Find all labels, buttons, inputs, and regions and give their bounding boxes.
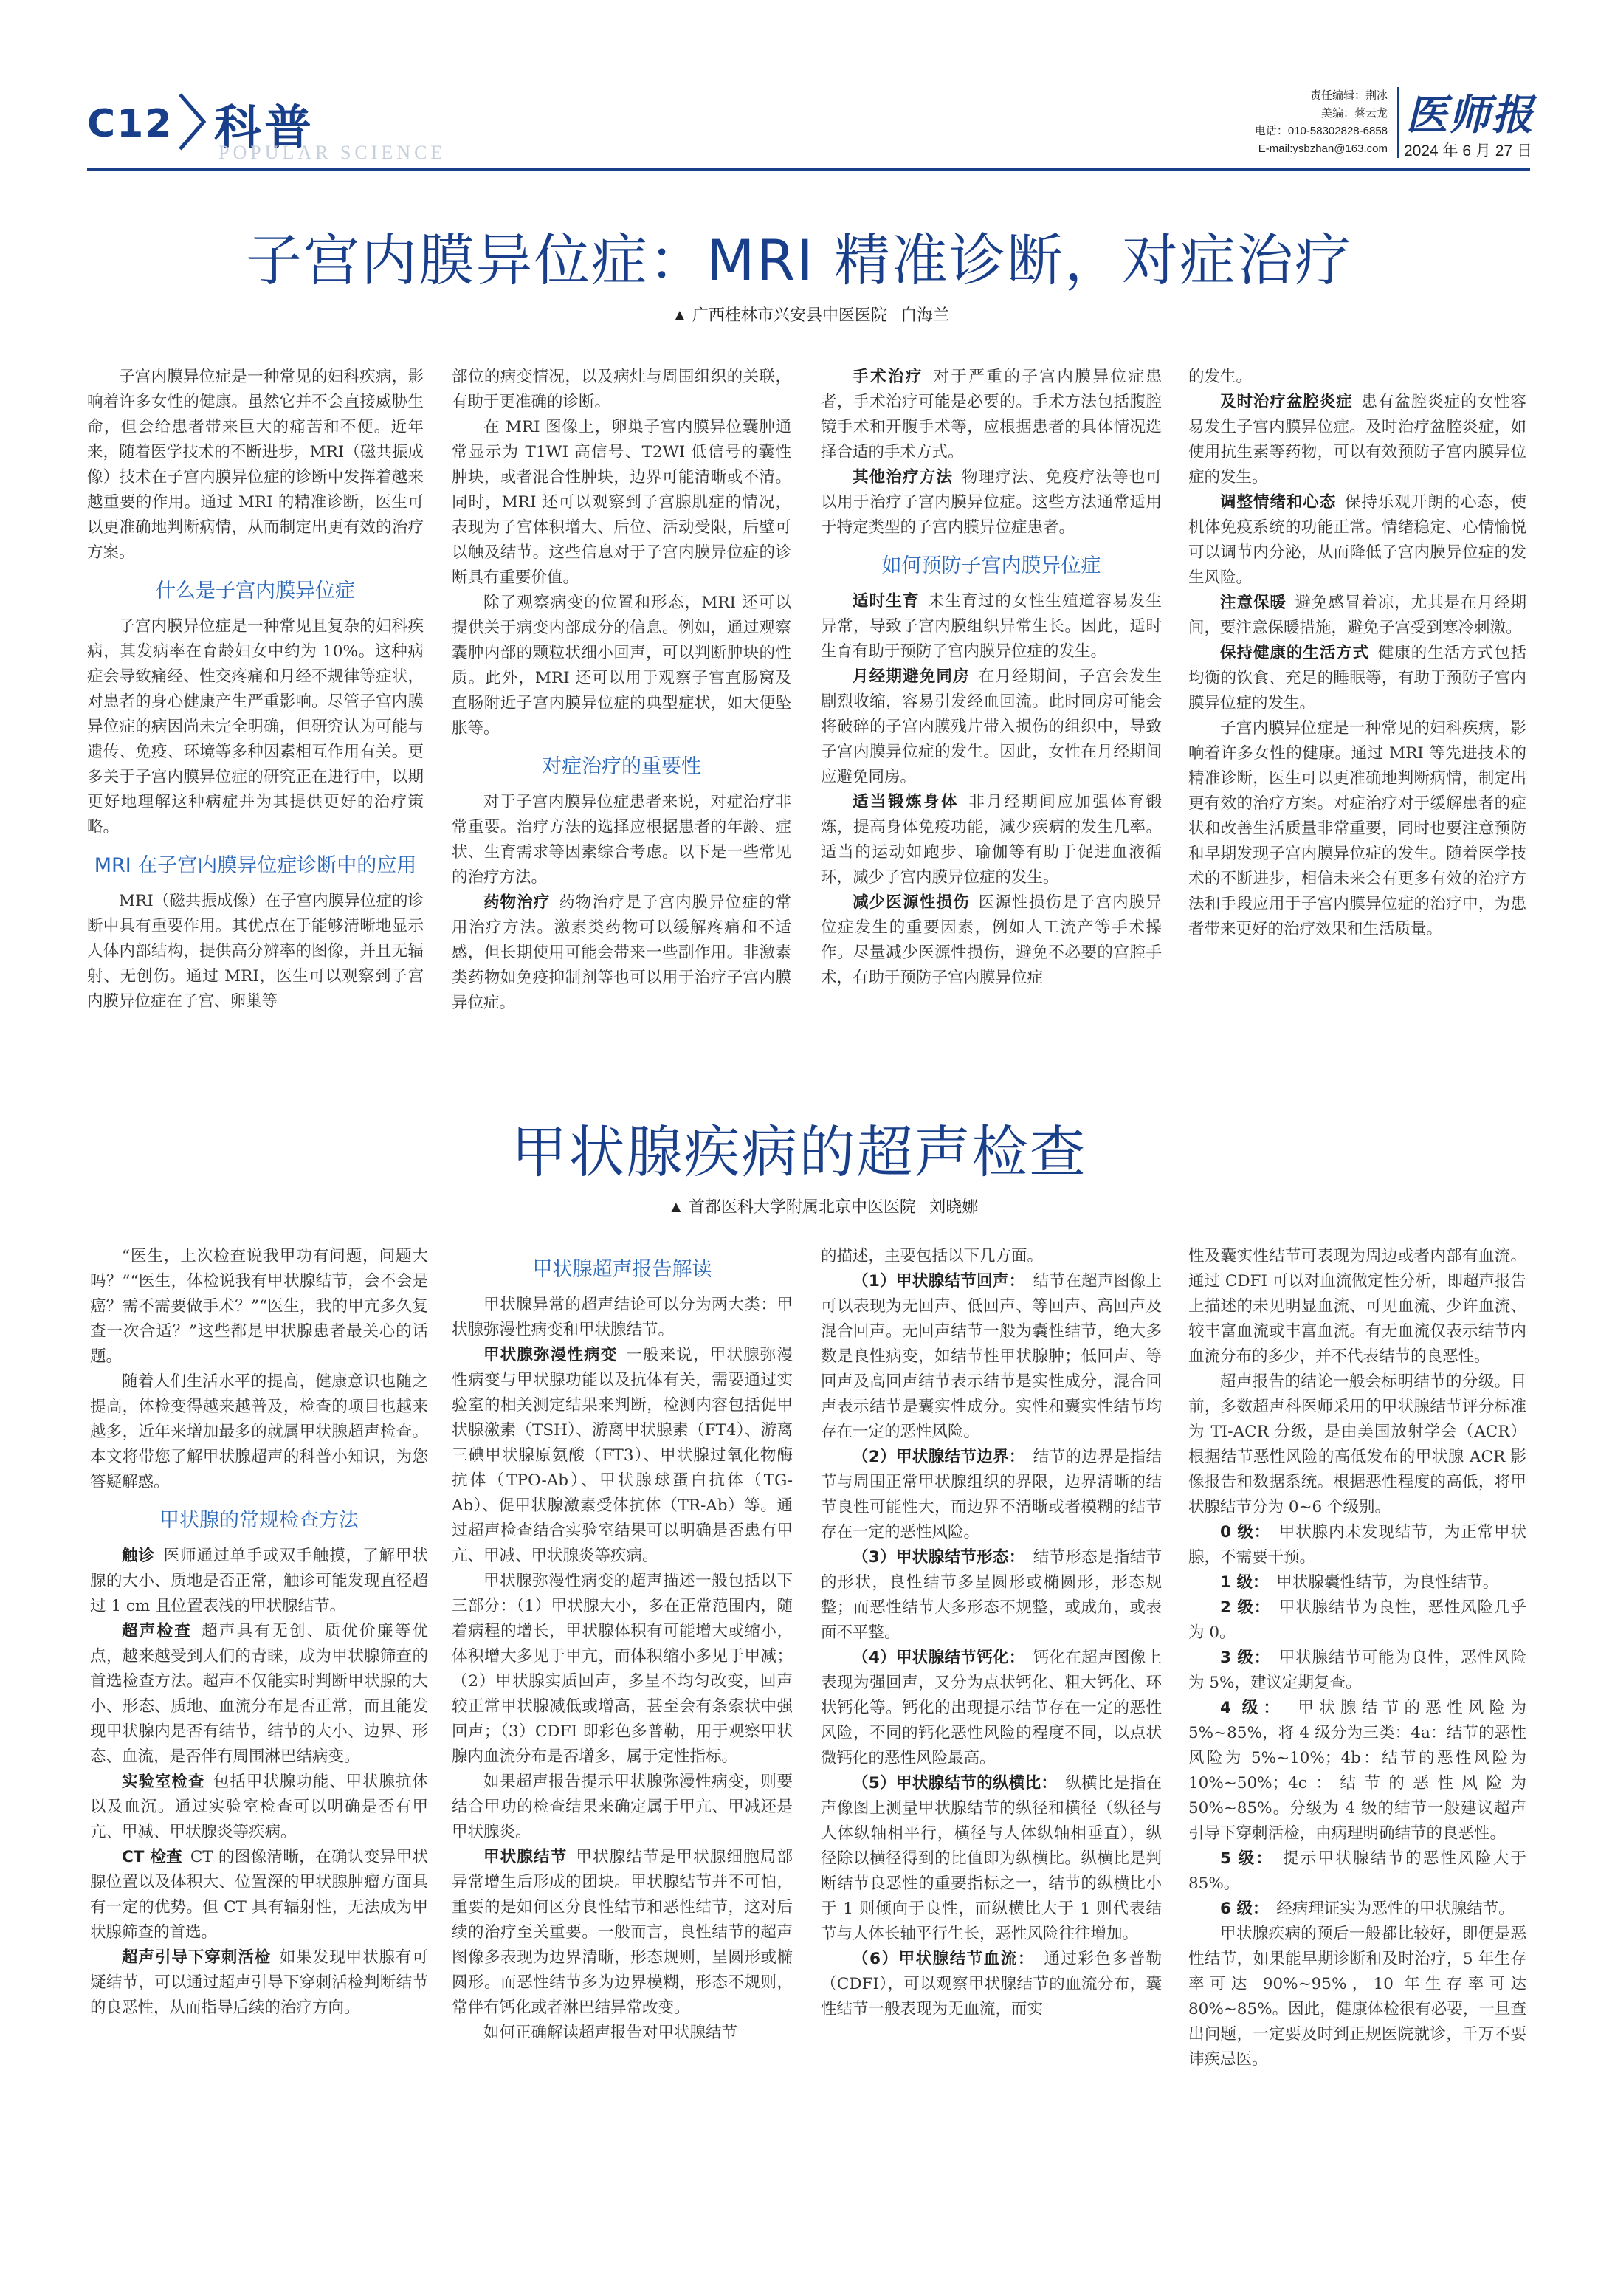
paragraph xyxy=(1188,1595,1526,1646)
paragraph xyxy=(821,1947,1162,2022)
paragraph-lead: （5）甲状腺结节的纵横比： xyxy=(853,1774,1058,1793)
paragraph xyxy=(1188,490,1526,591)
section-heading: 如何预防子宫内膜异位症 xyxy=(881,554,1101,577)
paragraph: 子宫内膜异位症是一种常见的妇科疾病，影响着许多女性的健康。通过 MRI 等先进技术的精准诊断，医生可以更准确地判断病情，制定出更有效的治疗方案。对症治疗对于缓解患者的症状和改善生活质量非常重要，同时也要注意预防和早期发现子宫内膜异位症的发生。随着医学技术的不断进步，相信未来会有更多有效的治疗方法和手段应用于子宫内膜异位症的治疗中，为患者带来更好的治疗效果和生活质量。 xyxy=(1188,719,1526,938)
paragraph: 甲状腺异常的超声结论可以分为两大类：甲状腺弥漫性病变和甲状腺结节。 xyxy=(452,1296,793,1339)
paragraph xyxy=(1188,1570,1526,1595)
paragraph xyxy=(821,790,1162,890)
paragraph xyxy=(1188,1696,1526,1846)
paragraph: 除了观察病变的位置和形态，MRI 还可以提供关于病变内部成分的信息。例如，通过观察囊肿内部的颗粒状细小回声，可以判断肿块的性质。此外，MRI 还可以用于观察子宫直肠窝及直肠附近子宫内膜异位症的典型症状，如大便坠胀等。 xyxy=(452,594,791,738)
article2-byline-author: 刘晓娜 xyxy=(929,1197,979,1216)
paragraph-lead: 甲状腺结节 xyxy=(483,1848,568,1866)
paragraph: 甲状腺弥漫性病变的超声描述一般包括以下三部分：（1）甲状腺大小，多在正常范围内，随着病程的增长，甲状腺体积有可能增大或缩小，体积增大多见于甲亢，而体积缩小多见于甲减；（2）甲状腺实质回声，多呈不均匀改变，回声较正常甲状腺减低或增高，甚至会有条索状中强回声；（3）CDFI 即彩色多普勒，用于观察甲状腺内血流分布是否增多，属于定性指标。 xyxy=(452,1572,793,1766)
paragraph: 如何正确解读超声报告对甲状腺结节 xyxy=(483,2024,738,2042)
paragraph-text: 健康的生活方式包括均衡的饮食、充足的睡眠等，有助于预防子宫内膜异位症的发生。 xyxy=(1188,644,1526,712)
paragraph-text: 结节在超声图像上可以表现为无回声、低回声、等回声、高回声及混合回声。无回声结节一般为囊性结节，绝大多数是良性病变，如结节性甲状腺肿；低回声、等回声及高回声结节表示结节是实性成分，混合回声表示结节是囊实性成分。实性和囊实性结节均存在一定的恶性风险。 xyxy=(821,1272,1162,1441)
paragraph-text: 经病理证实为恶性的甲状腺结节。 xyxy=(1276,1900,1515,1918)
paragraph: 甲状腺疾病的预后一般都比较好，即便是恶性结节，如果能早期诊断和及时治疗，5 年生存率可达 90%~95%，10 年生存率可达 80%~85%。因此，健康体检很有必要，一旦查出问题，一定要及时到正规医院就诊，千万不要讳疾忌医。 xyxy=(1188,1925,1526,2069)
paragraph xyxy=(1188,591,1526,641)
paragraph-lead: （2）甲状腺结节边界： xyxy=(853,1448,1025,1466)
paragraph-text: 结节形态是指结节的形状，良性结节多呈圆形或椭圆形，形态规整；而恶性结节大多形态不规整，或成角，或表面不平整。 xyxy=(821,1548,1162,1642)
article2-column-3 xyxy=(821,1244,1162,2022)
paragraph-text: 甲状腺内未发现结节，为正常甲状腺，不需要干预。 xyxy=(1188,1523,1526,1567)
header-rule xyxy=(87,168,1530,171)
paragraph-lead: 超声检查 xyxy=(122,1622,193,1640)
paragraph-text: 如果发现甲状腺有可疑结节，可以通过超声引导下穿刺活检判断结节的良恶性，从而指导后续的治疗方向。 xyxy=(90,1948,428,2017)
paragraph xyxy=(821,1545,1162,1646)
paragraph-text: 提示甲状腺结节的恶性风险大于 85%。 xyxy=(1188,1849,1526,1893)
paragraph: 子宫内膜异位症是一种常见的妇科疾病，影响着许多女性的健康。虽然它并不会直接威胁生命，但会给患者带来巨大的痛苦和不便。近年来，随着医学技术的不断进步，MRI（磁共振成像）技术在子宫内膜异位症的诊断中发挥着越来越重要的作用。通过 MRI 的精准诊断，医生可以更准确地判断病情，从而制定出更有效的治疗方案。 xyxy=(87,368,424,562)
section-subtitle-en: POPULAR SCIENCE xyxy=(218,142,447,163)
paragraph xyxy=(821,1269,1162,1445)
paragraph-lead: 月经期避免同房 xyxy=(853,667,970,686)
paragraph-lead: 2 级： xyxy=(1220,1598,1271,1617)
editor-credit: 责任编辑：荆冰 xyxy=(1309,89,1388,102)
paragraph-lead: 6 级： xyxy=(1220,1900,1269,1918)
article2-byline xyxy=(668,1195,978,1217)
section-heading: 对症治疗的重要性 xyxy=(542,755,701,778)
header-divider xyxy=(1397,87,1399,158)
paragraph: 的描述，主要包括以下几方面。 xyxy=(821,1247,1044,1265)
paragraph-lead: （4）甲状腺结节钙化： xyxy=(853,1649,1025,1667)
article1-column-3 xyxy=(821,365,1162,991)
paragraph-text: 在月经期间，子宫会发生剧烈收缩，容易引发经血回流。此时同房可能会将破碎的子宫内膜残片带入损伤的组织中，导致子宫内膜异位症的发生。因此，女性在月经期间应避免同房。 xyxy=(821,667,1162,786)
paragraph-text: 保持乐观开朗的心态，使机体免疫系统的功能正常。情绪稳定、心情愉悦可以调节内分泌，从而降低子宫内膜异位症的发生风险。 xyxy=(1188,493,1526,587)
paragraph: 对于子宫内膜异位症患者来说，对症治疗非常重要。治疗方法的选择应根据患者的年龄、症状、生育需求等因素综合考虑。以下是一些常见的治疗方法。 xyxy=(452,793,791,887)
paragraph-lead: 减少医源性损伤 xyxy=(853,893,970,912)
paragraph: 随着人们生活水平的提高，健康意识也随之提高，体检变得越来越普及，检查的项目也越来越多，近年来增加最多的就属甲状腺超声检查。本文将带您了解甲状腺超声的科普小知识，为您答疑解惑。 xyxy=(90,1372,428,1491)
paragraph: 性及囊实性结节可表现为周边或者内部有血流。通过 CDFI 可以对血流做定性分析，即超声报告上描述的未见明显血流、可见血流、少许血流、较丰富血流或丰富血流。有无血流仅表示结节内血流分布的多少，并不代表结节的良恶性。 xyxy=(1188,1247,1526,1366)
paragraph-lead: 及时治疗盆腔炎症 xyxy=(1220,393,1353,411)
article1-byline-org: ▲ 广西桂林市兴安县中医医院 xyxy=(672,306,887,324)
paragraph: 的发生。 xyxy=(1188,368,1253,386)
paragraph-text: 甲状腺囊性结节，为良性结节。 xyxy=(1276,1573,1499,1592)
paragraph-lead: （1）甲状腺结节回声： xyxy=(853,1272,1025,1290)
paragraph-lead: 实验室检查 xyxy=(122,1773,205,1791)
paragraph-text: 药物治疗是子宫内膜异位症的常用治疗方法。激素类药物可以缓解疼痛和不适感，但长期使用可能会带来一些副作用。非激素类药物如免疫抑制剂等也可以用于治疗子宫内膜异位症。 xyxy=(452,893,791,1012)
chevron-right-icon xyxy=(174,89,211,155)
paragraph xyxy=(90,1544,428,1619)
paragraph-lead: 保持健康的生活方式 xyxy=(1220,644,1370,662)
paragraph: 子宫内膜异位症是一种常见且复杂的妇科疾病，其发病率在育龄妇女中约为 10%。这种病症会导致痛经、性交疼痛和月经不规律等症状，对患者的身心健康产生严重影响。尽管子宫内膜异位症的病因尚未完全明确，但研究认为可能与遗传、免疫、环境等多种因素相互作用有关。更多关于子宫内膜异位症的研究正在进行中，以期更好地理解这种病症并为其提供更好的治疗策略。 xyxy=(87,617,424,836)
paragraph-lead: 注意保暖 xyxy=(1220,594,1287,612)
paragraph-lead: 超声引导下穿刺活检 xyxy=(122,1948,272,1967)
article1-title: 子宫内膜异位症：MRI 精准诊断，对症治疗 xyxy=(246,227,1352,293)
paragraph: 超声报告的结论一般会标明结节的分级。目前，多数超声科医师采用的甲状腺结节评分标准为 TI-ACR 分级，是由美国放射学会（ACR）根据结节恶性风险的高低发布的甲状腺 ACR 影像报告和数据系统。根据恶性程度的高低，将甲状腺结节分为 0~6 个级别。 xyxy=(1188,1372,1526,1516)
section-heading: 什么是子宫内膜异位症 xyxy=(156,580,355,602)
paragraph xyxy=(821,465,1162,540)
paragraph-text: 甲状腺结节为良性，恶性风险几乎为 0。 xyxy=(1188,1598,1526,1642)
paragraph: 如果超声报告提示甲状腺弥漫性病变，则要结合甲功的检查结果来确定属于甲亢、甲减还是甲状腺炎。 xyxy=(452,1773,793,1841)
paragraph-text: 钙化在超声图像上表现为强回声，又分为点状钙化、粗大钙化、环状钙化等。钙化的出现提示结节存在一定的恶性风险，不同的钙化恶性风险的程度不同，以点状微钙化的恶性风险最高。 xyxy=(821,1649,1162,1767)
article1-byline xyxy=(672,303,949,326)
paragraph xyxy=(1188,1646,1526,1696)
section-heading: 甲状腺超声报告解读 xyxy=(532,1258,712,1281)
designer-credit: 美编：蔡云龙 xyxy=(1320,107,1388,120)
paragraph xyxy=(1188,1846,1526,1897)
paragraph-lead: 调整情绪和心态 xyxy=(1220,493,1337,512)
paragraph-text: 医师通过单手或双手触摸，了解甲状腺的大小、质地是否正常，触诊可能发现直径超过 1 cm 且位置表浅的甲状腺结节。 xyxy=(90,1547,428,1615)
paragraph xyxy=(452,890,791,1016)
section-heading: 甲状腺的常规检查方法 xyxy=(159,1509,359,1532)
paragraph xyxy=(452,1343,793,1569)
paragraph-text: 非月经期间应加强体育锻炼，提高身体免疫功能，减少疾病的发生几率。适当的运动如跑步、瑜伽等有助于促进血液循环，减少子宫内膜异位症的发生。 xyxy=(821,793,1162,887)
paragraph: MRI（磁共振成像）在子宫内膜异位症的诊断中具有重要作用。其优点在于能够清晰地显示人体内部结构，提供高分辨率的图像，并且无辐射、无创伤。通过 MRI，医生可以观察到子宫内膜异位症在子宫、卵巢等 xyxy=(87,892,424,1011)
paragraph xyxy=(821,589,1162,664)
paragraph xyxy=(821,1445,1162,1545)
paragraph xyxy=(821,664,1162,790)
paragraph-lead: 0 级： xyxy=(1220,1523,1271,1541)
paragraph-lead: 适时生育 xyxy=(853,592,920,611)
paragraph-text: 甲状腺结节的恶性风险为 5%~85%，将 4 级分为三类：4a：结节的恶性风险为 5%~10%；4b：结节的恶性风险为 10%~50%；4c：结节的恶性风险为 50%~85%。分级为 4 级的结节一般建议超声引导下穿刺活检，由病理明确结节的良恶性。 xyxy=(1188,1699,1526,1843)
paragraph-text: 避免感冒着凉，尤其是在月经期间，要注意保暖措施，避免子宫受到寒冷刺激。 xyxy=(1188,594,1526,637)
article2-title: 甲状腺疾病的超声检查 xyxy=(511,1119,1087,1185)
paragraph xyxy=(1188,1897,1526,1922)
paragraph-lead: 3 级： xyxy=(1220,1649,1271,1667)
paragraph-text: 通过彩色多普勒（CDFI），可以观察甲状腺结节的血流分布，囊性结节一般表现为无血流，而实 xyxy=(821,1950,1162,2018)
article1-column-1 xyxy=(87,365,424,1014)
paragraph-text: 甲状腺结节可能为良性，恶性风险为 5%，建议定期复查。 xyxy=(1188,1649,1526,1692)
page-number: C12 xyxy=(87,102,173,146)
paragraph: 在 MRI 图像上，卵巢子宫内膜异位囊肿通常显示为 T1WI 高信号、T2WI 低信号的囊性肿块，或者混合性肿块，边界可能清晰或不清。同时，MRI 还可以观察到子宫腺肌症的情况，表现为子宫体积增大、后位、活动受限，后壁可以触及结节。这些信息对于子宫内膜异位症的诊断具有重要价值。 xyxy=(452,418,791,587)
paragraph xyxy=(821,1646,1162,1771)
paragraph-lead: 适当锻炼身体 xyxy=(853,793,960,811)
paragraph xyxy=(821,1771,1162,1947)
editorial-info xyxy=(1151,87,1388,158)
paragraph xyxy=(90,1770,428,1845)
paragraph-lead: 1 级： xyxy=(1220,1573,1269,1592)
paragraph-lead: 甲状腺弥漫性病变 xyxy=(483,1346,618,1364)
paragraph-lead: 手术治疗 xyxy=(853,368,924,386)
paragraph-text: 医源性损伤是子宫内膜异位症发生的重要因素，例如人工流产等手术操作。尽量减少医源性损伤，避免不必要的宫腔手术，有助于预防子宫内膜异位症 xyxy=(821,893,1162,987)
paragraph-text: 患有盆腔炎症的女性容易发生子宫内膜异位症。及时治疗盆腔炎症，如使用抗生素等药物，可以有效预防子宫内膜异位症的发生。 xyxy=(1188,393,1526,487)
paragraph-text: 超声具有无创、质优价廉等优点，越来越受到人们的青睐，成为甲状腺筛查的首选检查方法。超声不仅能实时判断甲状腺的大小、形态、质地、血流分布是否正常，而且能发现甲状腺内是否有结节，结节的大小、边界、形态、血流，是否伴有周围淋巴结病变。 xyxy=(90,1622,428,1766)
paragraph xyxy=(1188,641,1526,716)
paragraph xyxy=(1188,1520,1526,1570)
paragraph-text: 未生育过的女性生殖道容易发生异常，导致子宫内膜组织异常生长。因此，适时生育有助于预防子宫内膜异位症的发生。 xyxy=(821,592,1162,661)
paragraph xyxy=(821,890,1162,991)
section-heading: MRI 在子宫内膜异位症诊断中的应用 xyxy=(94,854,417,877)
paragraph-text: 一般来说，甲状腺弥漫性病变与甲状腺功能以及抗体有关，需要通过实验室的相关测定结果来判断，检测内容包括促甲状腺激素（TSH）、游离甲状腺素（FT4）、游离三碘甲状腺原氨酸（FT3）、甲状腺过氧化物酶抗体（TPO-Ab）、甲状腺球蛋白抗体（TG-Ab）、促甲状腺激素受体抗体（TR-Ab）等。通过超声检查结合实验室结果可以明确是否患有甲亢、甲减、甲状腺炎等疾病。 xyxy=(452,1346,793,1565)
phone: 电话：010-58302828-6858 xyxy=(1254,125,1388,137)
email: E-mail:ysbzhan@163.com xyxy=(1258,142,1388,155)
paragraph-lead: 其他治疗方法 xyxy=(853,468,954,487)
paragraph xyxy=(1188,390,1526,490)
paragraph-lead: 4 级： xyxy=(1220,1699,1285,1717)
article2-column-2 xyxy=(452,1244,793,2046)
article2-column-1 xyxy=(90,1244,428,2021)
paragraph-text: 物理疗法、免疫疗法等也可以用于治疗子宫内膜异位症。这些方法通常适用于特定类型的子宫内膜异位症患者。 xyxy=(821,468,1162,537)
paragraph: “医生，上次检查说我甲功有问题，问题大吗？”“医生，体检说我有甲状腺结节，会不会是癌？需不需要做手术？”“医生，我的甲亢多久复查一次合适？”这些都是甲状腺患者最关心的话题。 xyxy=(90,1247,428,1366)
article2-column-4 xyxy=(1188,1244,1526,2072)
masthead-logo: 医师报 xyxy=(1406,92,1535,140)
paragraph-text: 对于严重的子宫内膜异位症患者，手术治疗可能是必要的。手术方法包括腹腔镜手术和开腹手术等，应根据患者的具体情况选择合适的手术方式。 xyxy=(821,368,1162,461)
paragraph-text: 包括甲状腺功能、甲状腺抗体以及血沉。通过实验室检查可以明确是否有甲亢、甲减、甲状腺炎等疾病。 xyxy=(90,1773,428,1841)
article1-column-4 xyxy=(1188,365,1526,942)
paragraph-lead: 触诊 xyxy=(122,1547,155,1565)
paragraph xyxy=(90,1945,428,2021)
paragraph: 部位的病变情况，以及病灶与周围组织的关联，有助于更准确的诊断。 xyxy=(452,368,791,411)
article2-byline-org: ▲ 首都医科大学附属北京中医医院 xyxy=(668,1197,916,1216)
paragraph-lead: 5 级： xyxy=(1220,1849,1274,1868)
issue-date: 2024 年 6 月 27 日 xyxy=(1404,142,1532,159)
paragraph-lead: CT 检查 xyxy=(122,1848,183,1866)
paragraph-lead: 药物治疗 xyxy=(483,893,551,912)
paragraph-lead: （6）甲状腺结节血流： xyxy=(853,1950,1035,1968)
paragraph-text: 结节的边界是指结节与周围正常甲状腺组织的界限，边界清晰的结节良性可能性大，而边界不清晰或者模糊的结节存在一定的恶性风险。 xyxy=(821,1448,1162,1541)
paragraph xyxy=(452,1845,793,2021)
article1-byline-author: 白海兰 xyxy=(900,306,950,324)
article1-column-2 xyxy=(452,365,791,1016)
paragraph xyxy=(90,1845,428,1945)
paragraph xyxy=(90,1619,428,1770)
paragraph-text: 甲状腺结节是甲状腺细胞局部异常增生后形成的团块。甲状腺结节并不可怕，重要的是如何区分良性结节和恶性结节，这对后续的治疗至关重要。一般而言，良性结节的超声图像多表现为边界清晰，形态规则，呈圆形或椭圆形。而恶性结节多为边界模糊，形态不规则，常伴有钙化或者淋巴结异常改变。 xyxy=(452,1848,793,2017)
paragraph xyxy=(821,365,1162,465)
paragraph-lead: （3）甲状腺结节形态： xyxy=(853,1548,1025,1567)
paragraph-text: 纵横比是指在声像图上测量甲状腺结节的纵径和横径（纵径与人体纵轴相平行，横径与人体纵轴相垂直），纵径除以横径得到的比值即为纵横比。纵横比是判断结节良恶性的重要指标之一，结节的纵横比小于 1 则倾向于良性，而纵横比大于 1 则代表结节与人体长轴平行生长，恶性风险往往增加。 xyxy=(821,1774,1162,1943)
paragraph-text: CT 的图像清晰，在确认变异甲状腺位置以及体积大、位置深的甲状腺肿瘤方面具有一定的优势。但 CT 具有辐射性，无法成为甲状腺筛查的首选。 xyxy=(90,1848,428,1942)
section-title: 科普 xyxy=(214,101,314,156)
